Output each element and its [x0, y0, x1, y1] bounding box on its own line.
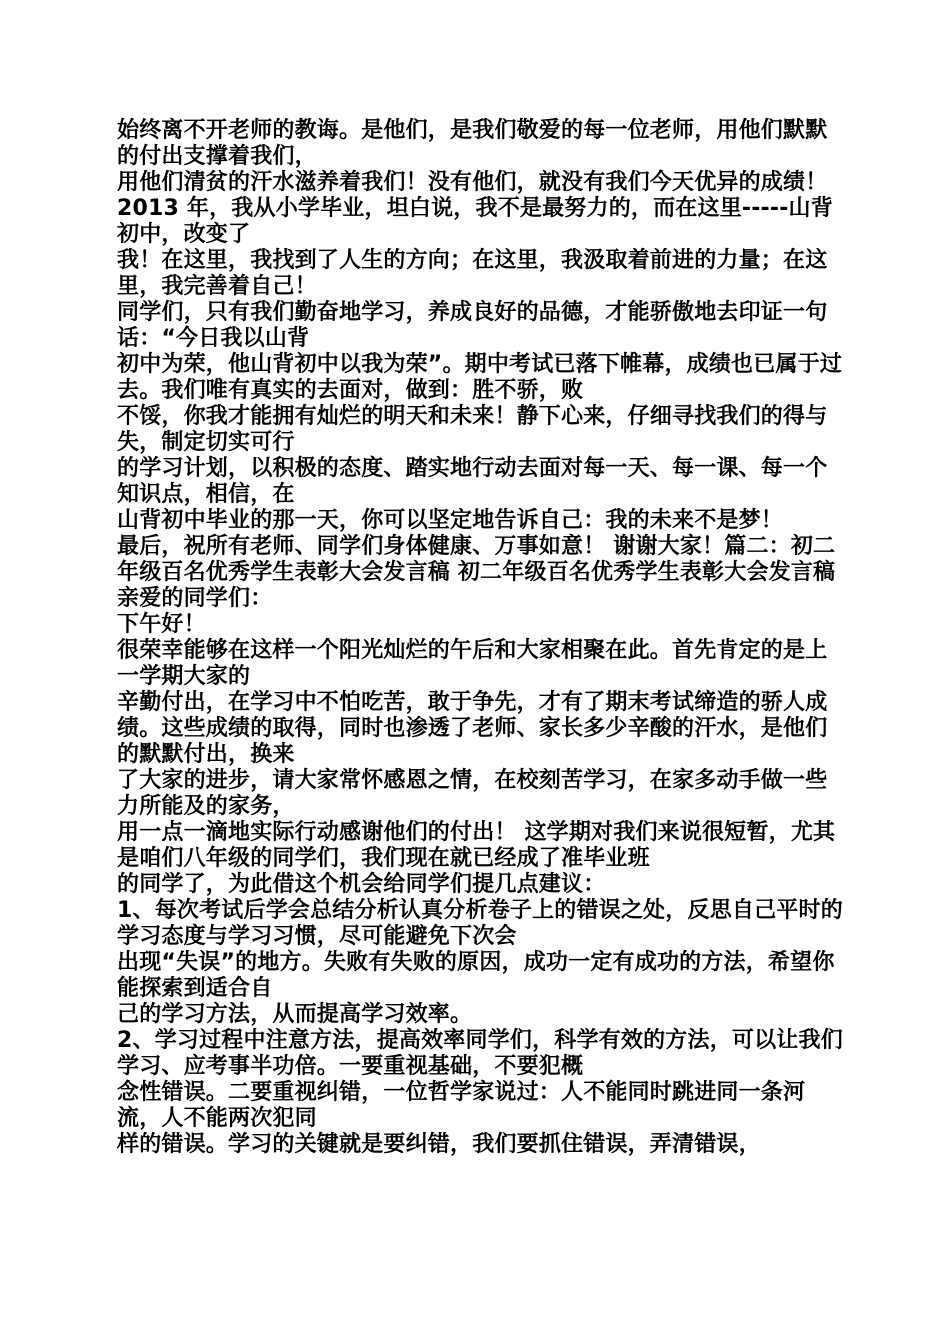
paragraph: 始终离不开老师的教诲。是他们，是我们敬爱的每一位老师，用他们默默的付出支撑着我们， — [117, 118, 828, 169]
paragraph: 用他们清贫的汗水滋养着我们！没有他们，就没有我们今天优异的成绩！ 2013 年，我从小学毕业，坦白说，我不是最努力的，而在这里-----山背初中，改变了 — [117, 170, 833, 247]
paragraph: 己的学习方法，从而提高学习效率。 — [117, 1002, 473, 1027]
paragraph: 的同学了，为此借这个机会给同学们提几点建议： — [117, 872, 606, 897]
paragraph: 山背初中毕业的那一天，你可以坚定地告诉自己：我的未来不是梦！ — [117, 508, 784, 533]
paragraph: 用一点一滴地实际行动感谢他们的付出！ 这学期对我们来说很短暂，尤其是咱们八年级的同学们，我们现在就已经成了准毕业班 — [117, 820, 836, 871]
document-body — [117, 118, 845, 1158]
paragraph: 出现“失误”的地方。失败有失败的原因，成功一定有成功的方法，希望你能探索到适合自 — [117, 950, 835, 1001]
paragraph: 的学习计划，以积极的态度、踏实地行动去面对每一天、每一课、每一个知识点，相信，在 — [117, 456, 828, 507]
paragraph: 念性错误。二要重视纠错，一位哲学家说过：人不能同时跳进同一条河流，人不能两次犯同 — [117, 1080, 806, 1131]
paragraph: 1、每次考试后学会总结分析认真分析卷子上的错误之处，反思自己平时的学习态度与学习习惯，尽可能避免下次会 — [117, 898, 843, 949]
paragraph: 我！在这里，我找到了人生的方向；在这里，我汲取着前进的力量；在这里，我完善着自己！ — [117, 248, 828, 299]
paragraph: 辛勤付出，在学习中不怕吃苦，敢于争先，才有了期末考试缔造的骄人成绩。这些成绩的取得，同时也渗透了老师、家长多少辛酸的汗水，是他们的默默付出，换来 — [117, 690, 828, 767]
paragraph: 同学们，只有我们勤奋地学习，养成良好的品德，才能骄傲地去印证一句话：“今日我以山背 — [117, 300, 828, 351]
paragraph: 最后，祝所有老师、同学们身体健康、万事如意！ 谢谢大家！篇二：初二年级百名优秀学生表彰大会发言稿 初二年级百名优秀学生表彰大会发言稿亲爱的同学们： — [117, 534, 836, 611]
paragraph: 了大家的进步，请大家常怀感恩之情，在校刻苦学习，在家多动手做一些力所能及的家务， — [117, 768, 828, 819]
paragraph: 下午好！ — [117, 612, 206, 637]
paragraph: 很荣幸能够在这样一个阳光灿烂的午后和大家相聚在此。首先肯定的是上一学期大家的 — [117, 638, 828, 689]
paragraph: 初中为荣，他山背初中以我为荣”。期中考试已落下帷幕，成绩也已属于过去。我们唯有真实的去面对，做到：胜不骄，败 — [117, 352, 843, 403]
paragraph: 2、学习过程中注意方法，提高效率同学们，科学有效的方法，可以让我们学习、应考事半功倍。一要重视基础，不要犯概 — [117, 1028, 843, 1079]
paragraph: 样的错误。学习的关键就是要纠错，我们要抓住错误，弄清错误， — [117, 1132, 761, 1157]
paragraph: 不馁，你我才能拥有灿烂的明天和未来！静下心来，仔细寻找我们的得与失，制定切实可行 — [117, 404, 828, 455]
